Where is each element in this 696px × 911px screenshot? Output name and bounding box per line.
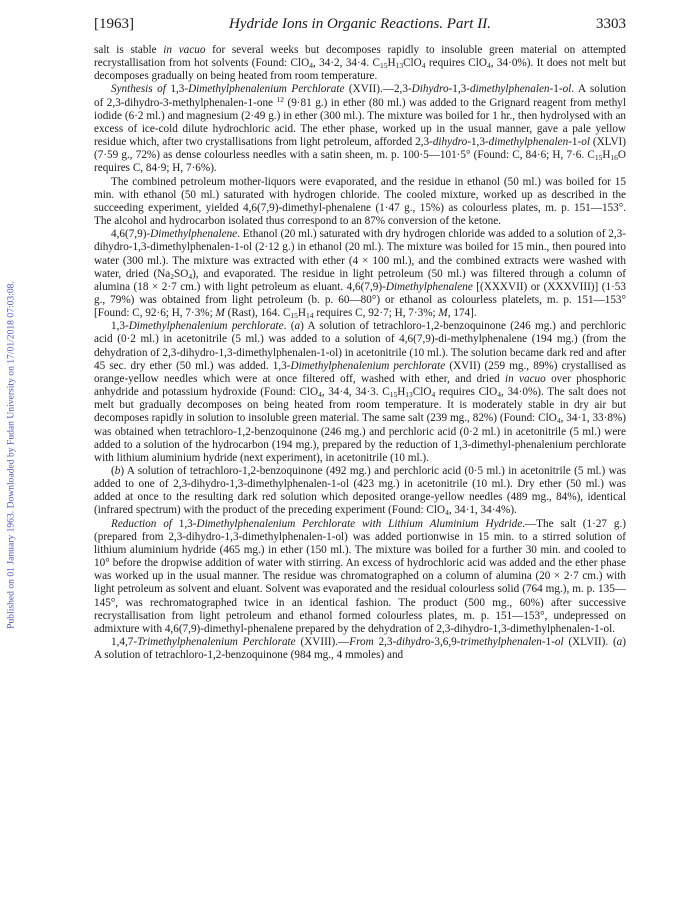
download-sidebar [0, 0, 22, 911]
page-number: 3303 [596, 16, 626, 32]
article-body [94, 44, 626, 662]
header-year: [1963] [94, 16, 134, 32]
paragraph-continuation: salt is stable in vacuo for several weeks but decomposes rapidly to insoluble green material on attempted recrystallisation from hot solvents (Found: ClO$_4$, 34·2, 34·4. $C_{15}H_{13}ClO_4$ requires ClO$_4$, 34·0%). It does not melt but decomposes gradually on being heated from room temperature. [94, 44, 627, 83]
paragraph-perchlorate-method-b: (b) A solution of tetrachloro-1,2-benzoquinone (492 mg.) and perchloric acid (0·5 ml.) in acetonitrile (5 ml.) was added to one of 2,3-dihydro-1,3-dimethylphenalen-1-ol (423 mg.) in acetonitrile (10 ml.). Dry ether (50 ml.) was added at once to the resulting dark red solution which deposited orange-yellow needles (489 mg., 84%), identical (infrared spectrum) with the product of the preceding experiment (Found: ClO$_4$, 34·1, 34·4%). [94, 465, 626, 518]
download-notice: Published on 01 January 1963. Downloaded by Fudan University on 17/01/2018 07:03:08. [5, 281, 17, 629]
page-header [94, 16, 626, 38]
paragraph-reduction-lah: Reduction of 1,3-Dimethylphenalenium Perchlorate with Lithium Aluminium Hydride.—The salt (1·27 g.) (prepared from 2,3-dihydro-1,3-dimethylphenalen-1-ol) was added portionwise in 15 min. to a stirred solution of lithium aluminium hydride (465 mg.) in ether (150 ml.). The mixture was boiled for a further 30 min. and cooled to 10° before the dropwise addition of water with stirring. An excess of hydrochloric acid was added and the ether phase was worked up in the usual manner. The residue was chromatographed on a column of alumina (20 × 2·7 cm.) with light petroleum as solvent and eluant. Solvent was evaporated and the residual colourless solid (764 mg.), m. p. 135—145°, was rechromatographed twice in an identical fashion. The product (500 mg., 60%) after successive recrystallisation from light petroleum and ethanol formed colourless plates, m. p. 151—153°, undepressed on admixture with 4,6(7,9)-dimethyl-phenalene prepared by the dehydration of 2,3-dihydro-1,3-dimethylphenalen-1-ol. [94, 517, 626, 635]
paragraph-dimethylphenalene: 4,6(7,9)-Dimethylphenalene. Ethanol (20 ml.) saturated with dry hydrogen chloride was added to a solution of 2,3-dihydro-1,3-dimethylphenalen-1-ol (2·12 g.) in ethanol (20 ml.). The mixture was boiled for 15 min., then poured into water (300 ml.). The mixture was extracted with ether (4 × 100 ml.), and the combined extracts were washed with water, dried $(Na_2SO_4)$, and evaporated. The residue in light petroleum (50 ml.) was filtered through a column of alumina (18 × 2·7 cm.) with light petroleum as eluant. 4,6(7,9)-Dimethylphenalene [(XXXVII) or (XXXVIII)] (1·53 g., 79%) was obtained from light petroleum (b. p. 60—80°) or ethanol as colourless platelets, m. p. 151—153° [Found: C, 92·6; H, 7·3%; M (Rast), 164. $C_{15}H_{14}$ requires C, 92·7; H, 7·3%; M, 174]. [94, 228, 626, 321]
paragraph-perchlorate-method-a: 1,3-Dimethylphenalenium perchlorate. (a) A solution of tetrachloro-1,2-benzoquinone (246 mg.) and perchloric acid (0·2 ml.) in acetonitrile (5 ml.) was added to a solution of 4,6(7,9)-di-methylphenalene (194 mg.) (from the dehydration of 2,3-dihydro-1,3-dimethylphenalen-1-ol) in acetonitrile (10 ml.). The solution became dark red and after 45 sec. dry ether (50 ml.) was added. 1,3-Dimethylphenalenium perchlorate (XVII) (259 mg., 89%) crystallised as orange-yellow needles which were at once filtered off, washed with ether, and dried in vacuo over phosphoric anhydride and potassium hydroxide (Found: ClO$_4$, 34·4, 34·3. $C_{15}H_{13}ClO_4$ requires ClO$_4$, 34·0%). The salt does not melt but gradually decomposes on being heated from room temperature. It is moderately stable in dry air but decomposes rapidly in solution to insoluble green material. The same salt (239 mg., 82%) (Found: ClO$_4$, 34·1, 33·8%) was obtained when tetrachloro-1,2-benzoquinone (246 mg.) and perchloric acid (0·2 ml.) in acetonitrile (5 ml.) were added to a solution of the hydrocarbon (194 mg.), prepared by the reduction of 1,3-dimethyl-phenalenium perchlorate with lithium aluminium hydride (next experiment), in acetonitrile (10 ml.). [94, 320, 627, 464]
paragraph-synthesis-dimethylphenalenium: Synthesis of 1,3-Dimethylphenalenium Perchlorate (XVII).—2,3-Dihydro-1,3-dimethylphenalen-1-ol. A solution of 2,3-dihydro-3-methylphenalen-1-one $^{12}$ (9·81 g.) in ether (80 ml.) was added to the Grignard reagent from methyl iodide (6·2 ml.) and magnesium (2·49 g.) in ether (300 ml.). The mixture was boiled for 1 hr., then hydrolysed with an excess of ice-cold dilute hydrochloric acid. The ether phase, worked up in the usual manner, gave a pale yellow residue which, after two crystallisations from light petroleum, afforded 2,3-dihydro-1,3-dimethylphenalen-1-ol (XLVI) (7·59 g., 72%) as dense colourless needles with a satin sheen, m. p. 100·5—101·5° (Found: C, 84·6; H, 7·6. $C_{15}H_{16}O$ requires C, 84·9; H, 7·6%). [94, 83, 626, 175]
running-title: Hydride Ions in Organic Reactions. Part II. [229, 16, 491, 32]
paragraph-trimethylphenalenium: 1,4,7-Trimethylphenalenium Perchlorate (XVIII).—From 2,3-dihydro-3,6,9-trimethylphenalen-1-ol (XLVII). (a) A solution of tetrachloro-1,2-benzoquinone (984 mg., 4 mmoles) and [94, 636, 626, 662]
paragraph-mother-liquors: The combined petroleum mother-liquors were evaporated, and the residue in ethanol (50 ml.) was boiled for 15 min. with ethanol (50 ml.) saturated with hydrogen chloride. The cooled mixture, worked up as described in the succeeding experiment, yielded 4,6(7,9)-dimethyl-phenalene (1·47 g., 15%) as colourless plates, m. p. 151—153°. The alcohol and hydrocarbon isolated thus correspond to an 87% conversion of the ketone. [94, 175, 626, 228]
